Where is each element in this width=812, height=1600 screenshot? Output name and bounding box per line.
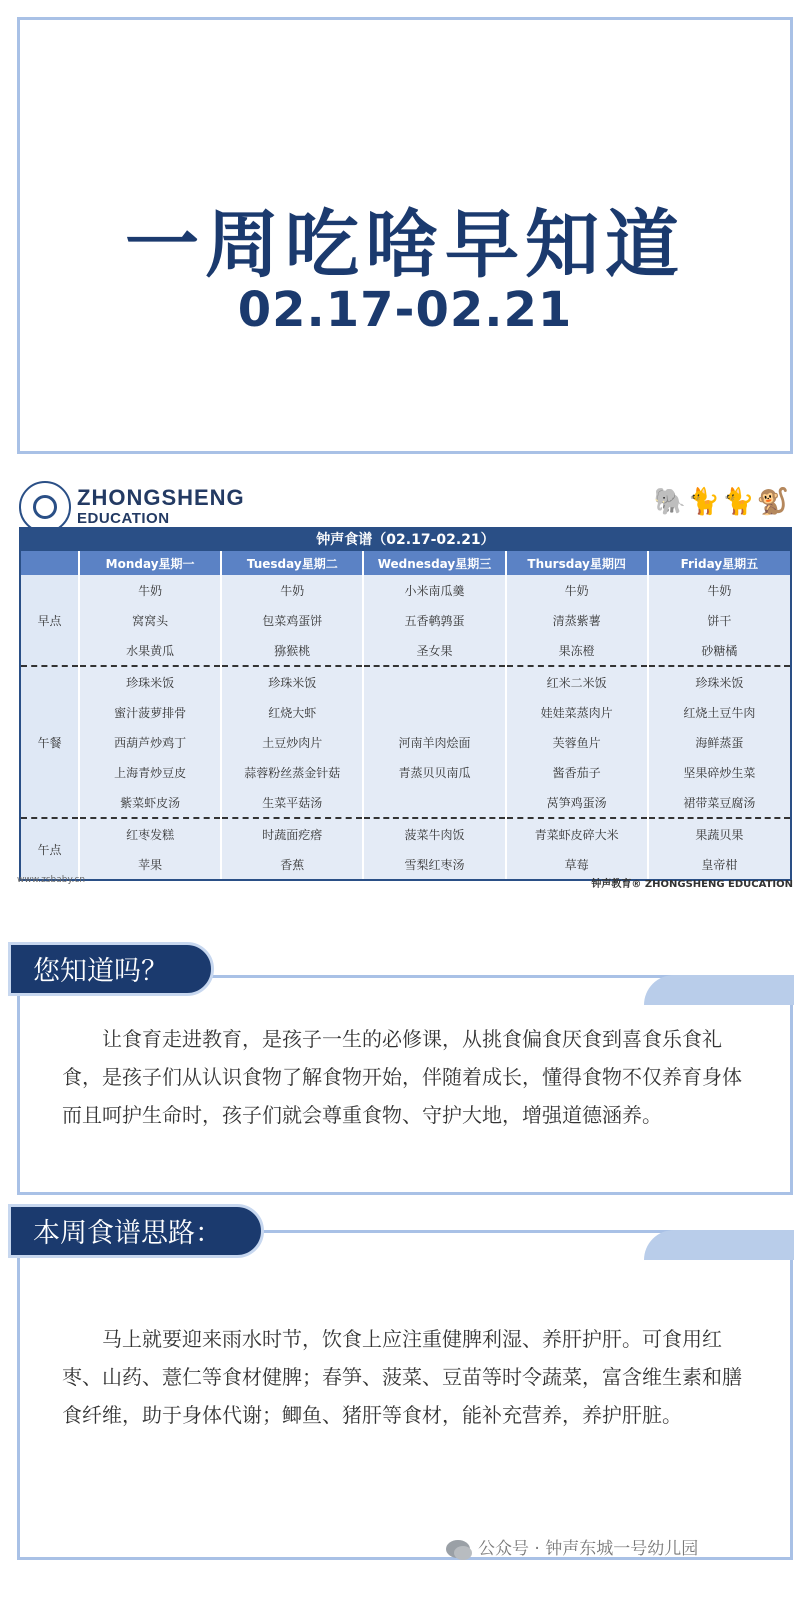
menu-cell: 水果黄瓜 <box>79 635 221 666</box>
wechat-icon <box>446 1540 470 1558</box>
menu-cell: 清蒸紫薯 <box>506 605 648 635</box>
menu-cell: 饼干 <box>648 605 790 635</box>
cat-icon: 🐈 <box>722 487 757 517</box>
menu-cell: 五香鹌鹑蛋 <box>363 605 505 635</box>
menu-cell: 蒜蓉粉丝蒸金针菇 <box>221 757 363 787</box>
menu-cell: 猕猴桃 <box>221 635 363 666</box>
menu-table-frame <box>19 527 792 881</box>
school-logo-icon <box>19 481 71 533</box>
menu-cell <box>363 787 505 818</box>
menu-cell: 圣女果 <box>363 635 505 666</box>
table-row <box>21 575 790 605</box>
menu-cell: 包菜鸡蛋饼 <box>221 605 363 635</box>
menu-cell: 珍珠米饭 <box>79 666 221 697</box>
menu-cell: 生菜平菇汤 <box>221 787 363 818</box>
menu-cell <box>363 666 505 697</box>
menu-cell: 娃娃菜蒸肉片 <box>506 697 648 727</box>
card-accent <box>644 1230 794 1260</box>
date-range: 02.17-02.21 <box>237 282 573 338</box>
menu-cell: 芙蓉鱼片 <box>506 727 648 757</box>
menu-cell: 牛奶 <box>79 575 221 605</box>
animals-decoration-icon <box>654 487 792 517</box>
menu-cell: 裙带菜豆腐汤 <box>648 787 790 818</box>
meal-label: 早点 <box>21 575 79 666</box>
day-header: Tuesday星期二 <box>221 551 363 575</box>
section-heading: 本周食谱思路： <box>8 1204 264 1258</box>
menu-cell: 坚果碎炒生菜 <box>648 757 790 787</box>
menu-cell: 窝窝头 <box>79 605 221 635</box>
menu-cell: 青菜虾皮碎大米 <box>506 818 648 849</box>
menu-cell: 红米二米饭 <box>506 666 648 697</box>
day-header: Monday星期一 <box>79 551 221 575</box>
menu-cell: 紫菜虾皮汤 <box>79 787 221 818</box>
menu-cell: 蜜汁菠萝排骨 <box>79 697 221 727</box>
table-row <box>21 605 790 635</box>
table-row <box>21 697 790 727</box>
menu-cell: 果蔬贝果 <box>648 818 790 849</box>
menu-cell: 西葫芦炒鸡丁 <box>79 727 221 757</box>
watermark-text: 公众号 · 钟声东城一号幼儿园 <box>478 1539 699 1559</box>
menu-cell: 皇帝柑 <box>648 849 790 879</box>
table-row <box>21 757 790 787</box>
footer-brand: 钟声教育® ZHONGSHENG EDUCATION <box>591 879 793 890</box>
menu-cell: 牛奶 <box>221 575 363 605</box>
meal-label: 午餐 <box>21 666 79 818</box>
menu-cell: 土豆炒肉片 <box>221 727 363 757</box>
table-row <box>21 787 790 818</box>
table-row <box>21 818 790 849</box>
day-header: Thursday星期四 <box>506 551 648 575</box>
menu-header-corner <box>21 551 79 575</box>
menu-image <box>17 473 797 903</box>
menu-cell: 上海青炒豆皮 <box>79 757 221 787</box>
table-row <box>21 727 790 757</box>
card-accent <box>644 975 794 1005</box>
menu-cell: 酱香茄子 <box>506 757 648 787</box>
menu-cell: 苹果 <box>79 849 221 879</box>
page-title: 一周吃啥早知道 <box>125 202 685 288</box>
menu-cell: 牛奶 <box>506 575 648 605</box>
menu-cell: 红枣发糕 <box>79 818 221 849</box>
menu-cell: 珍珠米饭 <box>648 666 790 697</box>
menu-cell: 河南羊肉烩面 <box>363 727 505 757</box>
menu-cell: 青蒸贝贝南瓜 <box>363 757 505 787</box>
title-card <box>17 17 793 454</box>
elephant-icon: 🐘 <box>653 487 688 517</box>
menu-cell: 小米南瓜羹 <box>363 575 505 605</box>
menu-cell: 菠菜牛肉饭 <box>363 818 505 849</box>
brand-subtitle: EDUCATION <box>77 510 170 527</box>
menu-cell: 牛奶 <box>648 575 790 605</box>
watermark <box>446 1534 698 1559</box>
menu-cell: 砂糖橘 <box>648 635 790 666</box>
menu-header-row <box>21 551 790 575</box>
menu-cell: 香蕉 <box>221 849 363 879</box>
menu-cell: 时蔬面疙瘩 <box>221 818 363 849</box>
section-paragraph: 让食育走进教育，是孩子一生的必修课，从挑食偏食厌食到喜食乐食礼食，是孩子们从认识食物了解食物开始，伴随着成长，懂得食物不仅养育身体而且呵护生命时，孩子们就会尊重食物、守护大地，增强道德涵养。 <box>62 1027 742 1127</box>
day-header: Wednesday星期三 <box>363 551 505 575</box>
menu-cell: 草莓 <box>506 849 648 879</box>
section-paragraph: 马上就要迎来雨水时节，饮食上应注重健脾利湿、养肝护肝。可食用红枣、山药、薏仁等食材健脾；春笋、菠菜、豆苗等时令蔬菜，富含维生素和膳食纤维，助于身体代谢；鲫鱼、猪肝等食材，能补充营养，养护肝脏。 <box>62 1327 742 1427</box>
table-row <box>21 666 790 697</box>
meal-label: 午点 <box>21 818 79 879</box>
monkey-icon: 🐒 <box>756 487 791 517</box>
menu-cell: 莴笋鸡蛋汤 <box>506 787 648 818</box>
menu-cell: 果冻橙 <box>506 635 648 666</box>
day-header: Friday星期五 <box>648 551 790 575</box>
menu-cell <box>363 697 505 727</box>
menu-cell: 红烧大虾 <box>221 697 363 727</box>
menu-cell: 雪梨红枣汤 <box>363 849 505 879</box>
section-heading: 您知道吗？ <box>8 942 214 996</box>
menu-cell: 红烧土豆牛肉 <box>648 697 790 727</box>
menu-table <box>21 551 790 879</box>
brand-name: ZHONGSHENG <box>77 485 245 510</box>
website-url: www.zsbaby.cn <box>17 875 86 885</box>
menu-cell: 海鲜蒸蛋 <box>648 727 790 757</box>
table-row <box>21 635 790 666</box>
bear-icon: 🐈 <box>687 487 723 517</box>
menu-table-title: 钟声食谱（02.17-02.21） <box>21 529 790 551</box>
menu-cell: 珍珠米饭 <box>221 666 363 697</box>
